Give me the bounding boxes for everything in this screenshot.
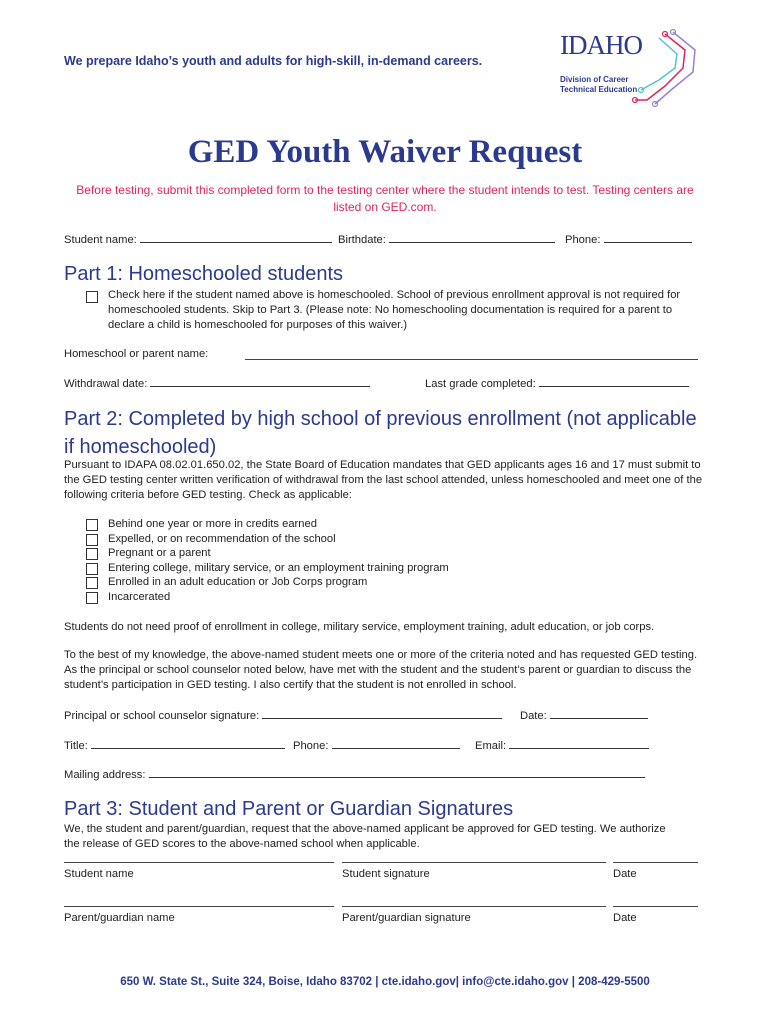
logo-subtitle: Division of Career Technical Education	[560, 75, 638, 94]
email-field[interactable]: Email:	[475, 737, 649, 754]
criteria-label: Behind one year or more in credits earned	[108, 518, 317, 530]
criteria-checkbox[interactable]	[86, 577, 98, 589]
logo-title: IDAHO	[560, 30, 642, 60]
student-name-field[interactable]: Student name:	[64, 231, 332, 248]
criteria-checkbox[interactable]	[86, 563, 98, 575]
student-signature-caption: Student signature	[342, 868, 430, 880]
mailing-address-field[interactable]: Mailing address:	[64, 766, 645, 783]
last-grade-field[interactable]: Last grade completed:	[425, 375, 689, 392]
criteria-label: Expelled, or on recommendation of the school	[108, 533, 336, 545]
student-date-line[interactable]	[613, 862, 698, 863]
student-date-caption: Date	[613, 868, 637, 880]
withdrawal-date-field[interactable]: Withdrawal date:	[64, 375, 370, 392]
part2-heading: Part 2: Completed by high school of previous enrollment (not applicable if homeschooled)	[64, 408, 697, 458]
intro-text: Before testing, submit this completed form to the testing center where the student intends to test. Testing centers are listed on GED.com.	[76, 183, 694, 214]
student-signature-line[interactable]	[342, 862, 606, 863]
counselor-signature-field[interactable]: Principal or school counselor signature:	[64, 707, 502, 724]
criteria-checkbox[interactable]	[86, 534, 98, 546]
criteria-checkbox[interactable]	[86, 592, 98, 604]
parent-signature-line[interactable]	[342, 906, 606, 907]
criteria-label: Incarcerated	[108, 591, 171, 603]
student-name-caption: Student name	[64, 868, 134, 880]
homeschooled-checkbox-label: Check here if the student named above is homeschooled. School of previous enrollment approval is not required for homeschooled students. Skip to Part 3. (Please note: No homeschooling documentation is required for a parent to declare a child is homeschooled for purposes of this waiver.)	[108, 289, 681, 331]
parent-name-line[interactable]	[64, 906, 334, 907]
part2-intro: Pursuant to IDAPA 08.02.01.650.02, the State Board of Education mandates that GED applicants ages 16 and 17 must submit to the GED testing center written verification of withdrawal from the last school attended, unless homeschooled and meet one of the following criteria before GED testing. Check as applicable:	[64, 459, 703, 501]
tagline: We prepare Idaho’s youth and adults for high-skill, in-demand careers.	[64, 54, 483, 68]
idaho-cte-logo	[555, 28, 705, 108]
counselor-date-field[interactable]: Date:	[520, 707, 648, 724]
part3-intro: We, the student and parent/guardian, request that the above-named applicant be approved for GED testing. We authorize the release of GED scores to the above-named school when applicable.	[64, 823, 666, 850]
homeschooled-checkbox[interactable]	[86, 291, 98, 303]
phone-field[interactable]: Phone:	[565, 231, 692, 248]
page-title: GED Youth Waiver Request	[187, 134, 583, 170]
criteria-label: Enrolled in an adult education or Job Corps program	[108, 576, 368, 588]
student-name-line[interactable]	[64, 862, 334, 863]
certification-text: To the best of my knowledge, the above-named student meets one or more of the criteria noted and has requested GED testing. As the principal or school counselor noted below, have met with the student and the student’s parent or guardian to discuss the student’s participation in GED testing. I also certify that the student is not enrolled in school.	[64, 649, 698, 691]
birthdate-field[interactable]: Birthdate:	[338, 231, 555, 248]
parent-date-caption: Date	[613, 912, 637, 924]
no-proof-note: Students do not need proof of enrollment in college, military service, employment training, adult education, or job corps.	[64, 621, 655, 633]
part1-heading: Part 1: Homeschooled students	[64, 263, 344, 285]
parent-date-line[interactable]	[613, 906, 698, 907]
homeschool-name-label: Homeschool or parent name:	[64, 348, 209, 360]
criteria-label: Pregnant or a parent	[108, 547, 211, 559]
title-field[interactable]: Title:	[64, 737, 285, 754]
criteria-checkbox[interactable]	[86, 519, 98, 531]
criteria-checkbox[interactable]	[86, 548, 98, 560]
parent-signature-caption: Parent/guardian signature	[342, 912, 471, 924]
part3-heading: Part 3: Student and Parent or Guardian Signatures	[64, 798, 514, 820]
counselor-phone-field[interactable]: Phone:	[293, 737, 460, 754]
parent-name-caption: Parent/guardian name	[64, 912, 175, 924]
footer-contact: 650 W. State St., Suite 324, Boise, Idaho 83702 | cte.idaho.gov| info@cte.idaho.gov | 208-429-5500	[120, 976, 650, 988]
homeschool-name-line[interactable]	[245, 359, 698, 360]
criteria-label: Entering college, military service, or an employment training program	[108, 562, 449, 574]
